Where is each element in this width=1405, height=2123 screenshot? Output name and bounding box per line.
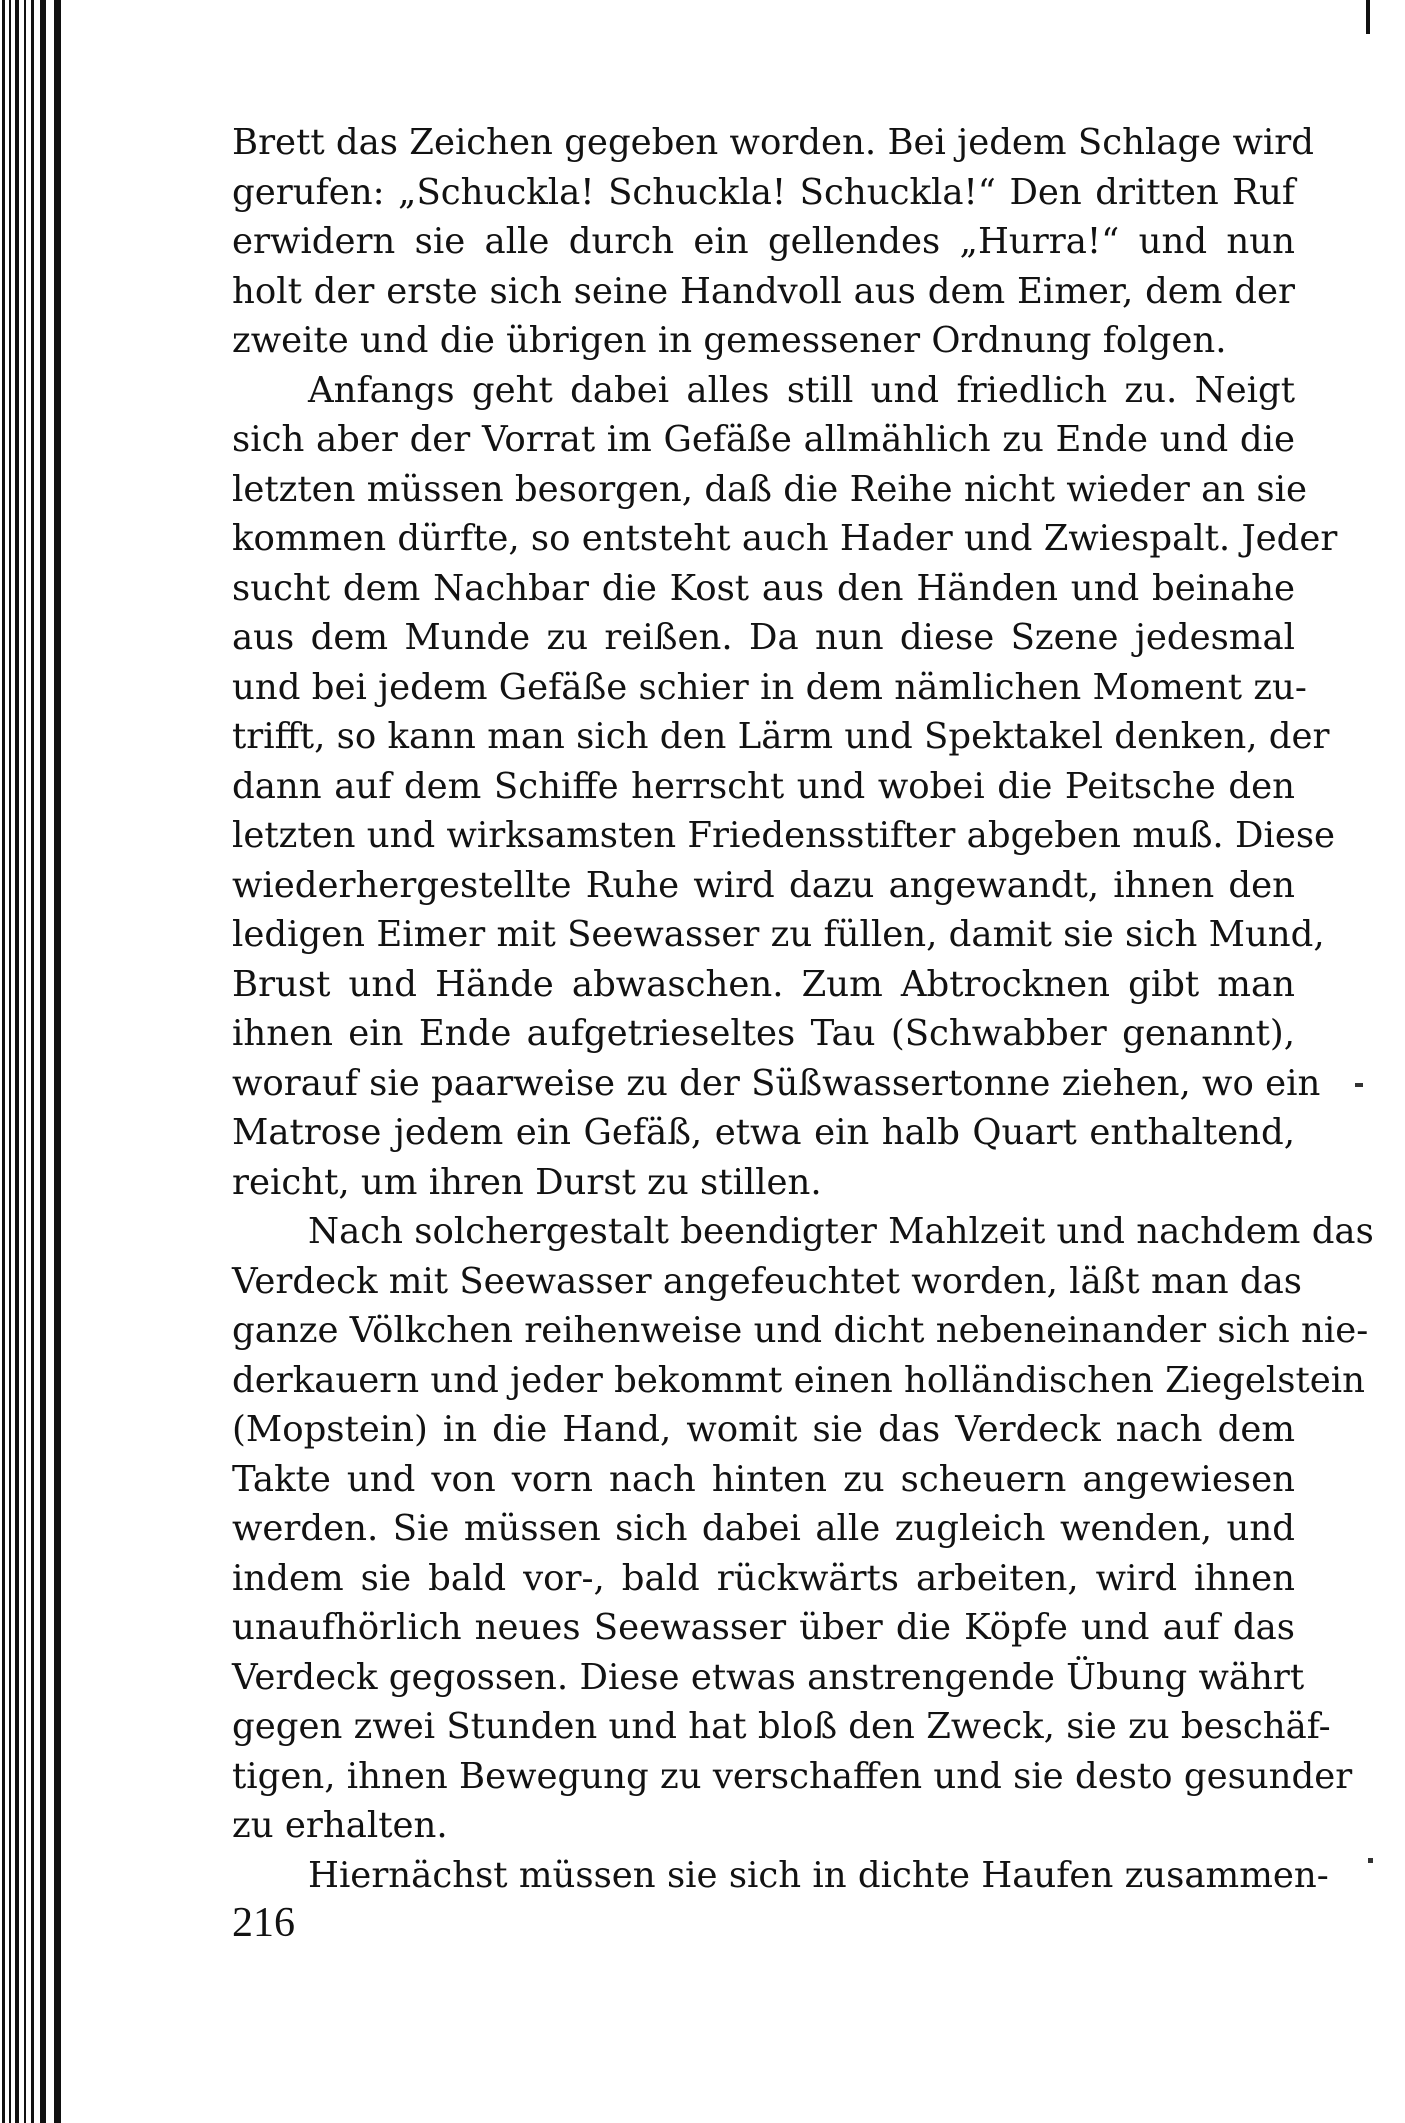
- binding-line: [31, 0, 34, 2123]
- text-line: Brett das Zeichen gegeben worden. Bei jedem Schlage wird: [232, 122, 1314, 163]
- binding-line: [24, 0, 26, 2123]
- text-line: worauf sie paarweise zu der Süßwassertonne ziehen, wo ein: [232, 1062, 1321, 1104]
- text-line: indem sie bald vor-, bald rückwärts arbeiten, wird ihnen: [232, 1557, 1295, 1599]
- text-line: gerufen: „Schuckla! Schuckla! Schuckla!“ Den dritten Ruf: [232, 171, 1295, 213]
- text-line: dann auf dem Schiffe herrscht und wobei die Peitsche den: [232, 765, 1295, 807]
- margin-tick: [1368, 1858, 1373, 1863]
- text-line: ledigen Eimer mit Seewasser zu füllen, damit sie sich Mund,: [232, 914, 1325, 955]
- text-line: werden. Sie müssen sich dabei alle zugleich wenden, und: [232, 1508, 1295, 1549]
- text-line: Nach solchergestalt beendigter Mahlzeit und nachdem das: [308, 1211, 1374, 1252]
- text-line: sucht dem Nachbar die Kost aus den Händen und beinahe: [232, 567, 1295, 609]
- text-line: Takte und von vorn nach hinten zu scheuern angewiesen: [232, 1458, 1295, 1500]
- binding-line: [2, 0, 5, 2123]
- text-line: aus dem Munde zu reißen. Da nun diese Szene jedesmal: [232, 617, 1295, 658]
- text-line: reicht, um ihren Durst zu stillen.: [232, 1161, 822, 1203]
- binding-line: [40, 0, 46, 2123]
- text-line: zu erhalten.: [232, 1805, 448, 1846]
- text-line: Brust und Hände abwaschen. Zum Abtrocknen gibt man: [232, 963, 1295, 1005]
- text-line: tigen, ihnen Bewegung zu verschaffen und sie desto gesunder: [232, 1755, 1353, 1797]
- text-line: kommen dürfte, so entsteht auch Hader und Zwiespalt. Jeder: [232, 518, 1338, 559]
- text-line: erwidern sie alle durch ein gellendes „Hurra!“ und nun: [232, 221, 1295, 262]
- text-line: Verdeck gegossen. Diese etwas anstrengende Übung währt: [232, 1656, 1305, 1698]
- binding-line: [15, 0, 19, 2123]
- text-line: und bei jedem Gefäße schier in dem nämlichen Moment zu-: [232, 666, 1307, 708]
- text-line: gegen zwei Stunden und hat bloß den Zweck, sie zu beschäf-: [232, 1706, 1331, 1747]
- book-binding-edge: [0, 0, 70, 2123]
- text-line: zweite und die übrigen in gemessener Ordnung folgen.: [232, 320, 1227, 361]
- text-line: Verdeck mit Seewasser angefeuchtet worden, läßt man das: [232, 1260, 1303, 1302]
- text-line: unaufhörlich neues Seewasser über die Köpfe und auf das: [232, 1607, 1295, 1648]
- text-line: trifft, so kann man sich den Lärm und Spektakel denken, der: [232, 716, 1330, 757]
- text-line: ihnen ein Ende aufgetrieseltes Tau (Schwabber genannt),: [232, 1013, 1295, 1054]
- text-line: letzten müssen besorgen, daß die Reihe nicht wieder an sie: [232, 468, 1307, 510]
- corner-mark: [1366, 0, 1370, 34]
- text-line: ganze Völkchen reihenweise und dicht nebeneinander sich nie-: [232, 1310, 1369, 1351]
- text-line: holt der erste sich seine Handvoll aus dem Eimer, dem der: [232, 270, 1295, 312]
- margin-tick: [1355, 1083, 1363, 1087]
- text-line: (Mopstein) in die Hand, womit sie das Verdeck nach dem: [232, 1409, 1295, 1450]
- text-line: Matrose jedem ein Gefäß, etwa ein halb Quart enthaltend,: [232, 1112, 1295, 1153]
- binding-line: [54, 0, 61, 2123]
- body-text: [232, 118, 1374, 1900]
- text-line: wiederhergestellte Ruhe wird dazu angewandt, ihnen den: [232, 864, 1295, 906]
- text-line: letzten und wirksamsten Friedensstifter abgeben muß. Diese: [232, 815, 1336, 856]
- binding-line: [9, 0, 11, 2123]
- text-line: Hiernächst müssen sie sich in dichte Haufen zusammen-: [308, 1854, 1329, 1896]
- text-line: derkauern und jeder bekommt einen holländischen Ziegelstein: [232, 1359, 1365, 1401]
- text-line: sich aber der Vorrat im Gefäße allmählich zu Ende und die: [232, 419, 1295, 460]
- text-line: Anfangs geht dabei alles still und friedlich zu. Neigt: [308, 369, 1295, 411]
- page-number: 216: [232, 1900, 295, 1946]
